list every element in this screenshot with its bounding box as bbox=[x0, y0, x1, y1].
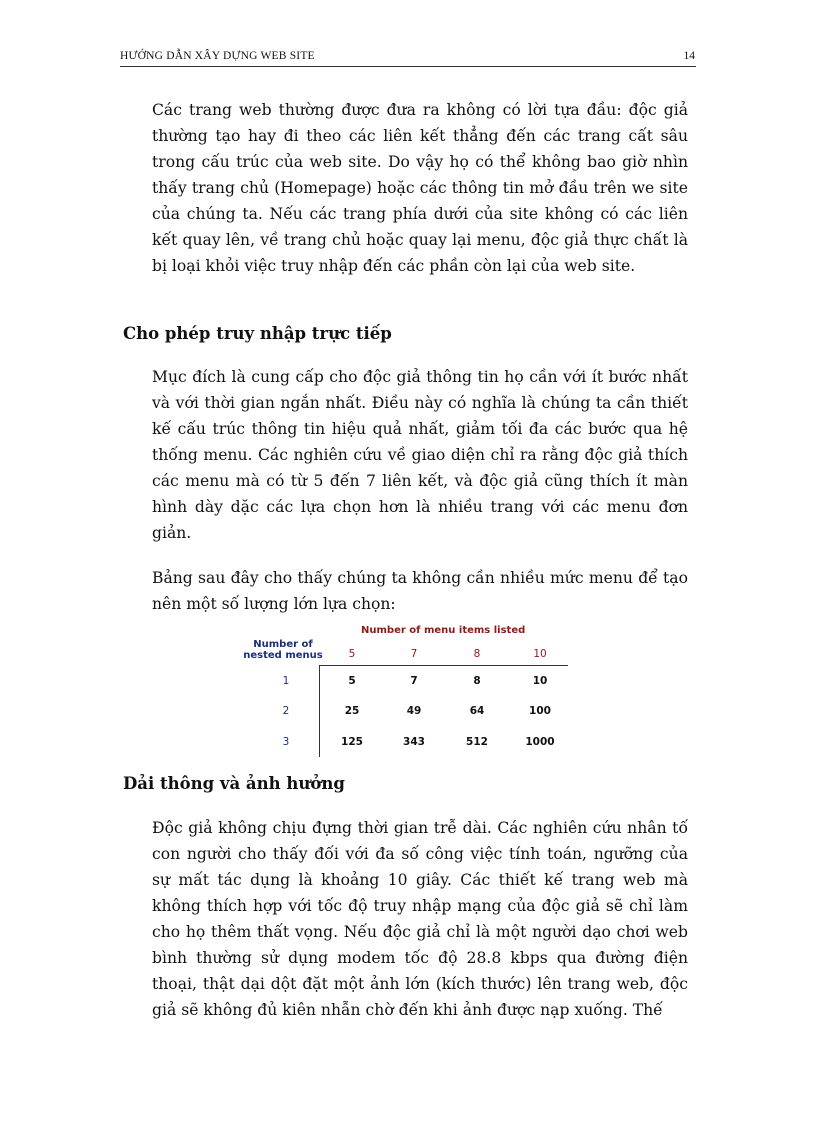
table-row-header bbox=[243, 639, 323, 661]
paragraph-bandwidth: Độc giả không chịu đựng thời gian trễ dài. Các nghiên cứu nhân tố con người cho thấy đối với đa số công việc tính toán, ngưỡng của sự mất tác dụng là khoảng 10 giây. Các thiết kế trang web mà không thích hợp với tốc độ truy nhập mạng của độc giả sẽ chỉ làm cho họ thêm thất vọng. Nếu độc giả chỉ là một người dạo chơi web bình thường sử dụng modem tốc độ 28.8 kbps qua đường điện thoại, thật dại dột đặt một ảnh lớn (kích thước) lên trang web, độc giả sẽ không đủ kiên nhẫn chờ đến khi ảnh được nạp xuống. Thế bbox=[152, 819, 688, 1019]
table-caption: Number of menu items listed bbox=[361, 625, 526, 636]
header-title: HƯỚNG DẪN XÂY DỰNG WEB SITE bbox=[120, 50, 315, 62]
table-label-rule bbox=[319, 665, 320, 757]
heading-bandwidth: Dải thông và ảnh hưởng bbox=[123, 774, 345, 793]
table-cell: 512 bbox=[466, 736, 488, 748]
menu-items-table bbox=[237, 621, 572, 758]
table-cell: 343 bbox=[403, 736, 425, 748]
row-header-line2: nested menus bbox=[243, 650, 323, 661]
paragraph-table-intro: Bảng sau đây cho thấy chúng ta không cần nhiều mức menu để tạo nên một số lượng lớn lựa chọn: bbox=[152, 569, 688, 613]
row-label: 3 bbox=[282, 736, 290, 748]
table-cell: 7 bbox=[410, 675, 418, 687]
row-header-line1: Number of bbox=[253, 639, 313, 650]
table-cell: 10 bbox=[532, 675, 548, 687]
row-label: 1 bbox=[282, 675, 290, 687]
column-header: 8 bbox=[473, 648, 481, 660]
column-header: 7 bbox=[410, 648, 418, 660]
table-cell: 100 bbox=[529, 705, 551, 717]
table-cell: 49 bbox=[406, 705, 422, 717]
heading-direct-access: Cho phép truy nhập trực tiếp bbox=[123, 324, 392, 343]
paragraph-direct-access: Mục đích là cung cấp cho độc giả thông tin họ cần với ít bước nhất và với thời gian ngắn nhất. Điều này có nghĩa là chúng ta cần thiết kế cấu trúc thông tin hiệu quả nhất, giảm tối đa các bước qua hệ thống menu. Các nghiên cứu về giao diện chỉ ra rằng độc giả thích các menu mà có từ 5 đến 7 liên kết, và độc giả cũng thích ít màn hình dày dặc các lựa chọn hơn là nhiều trang với các menu đơn giản. bbox=[152, 368, 688, 542]
table-cell: 64 bbox=[469, 705, 485, 717]
table-cell: 25 bbox=[344, 705, 360, 717]
page-number: 14 bbox=[683, 50, 695, 62]
column-header: 5 bbox=[348, 648, 356, 660]
table-cell: 5 bbox=[348, 675, 356, 687]
column-header: 10 bbox=[533, 648, 547, 660]
row-label: 2 bbox=[282, 705, 290, 717]
paragraph-intro: Các trang web thường được đưa ra không có lời tựa đầu: độc giả thường tạo hay đi theo các liên kết thẳng đến các trang cất sâu trong cấu trúc của web site. Do vậy họ có thể không bao giờ nhìn thấy trang chủ (Homepage) hoặc các thông tin mở đầu trên we site của chúng ta. Nếu các trang phía dưới của site không có các liên kết quay lên, về trang chủ hoặc quay lại menu, độc giả thực chất là bị loại khỏi việc truy nhập đến các phần còn lại của web site. bbox=[152, 101, 688, 275]
table-cell: 8 bbox=[473, 675, 481, 687]
running-header bbox=[120, 50, 696, 67]
table-cell: 125 bbox=[341, 736, 363, 748]
table-header-rule bbox=[319, 665, 568, 666]
table-cell: 1000 bbox=[525, 736, 555, 748]
